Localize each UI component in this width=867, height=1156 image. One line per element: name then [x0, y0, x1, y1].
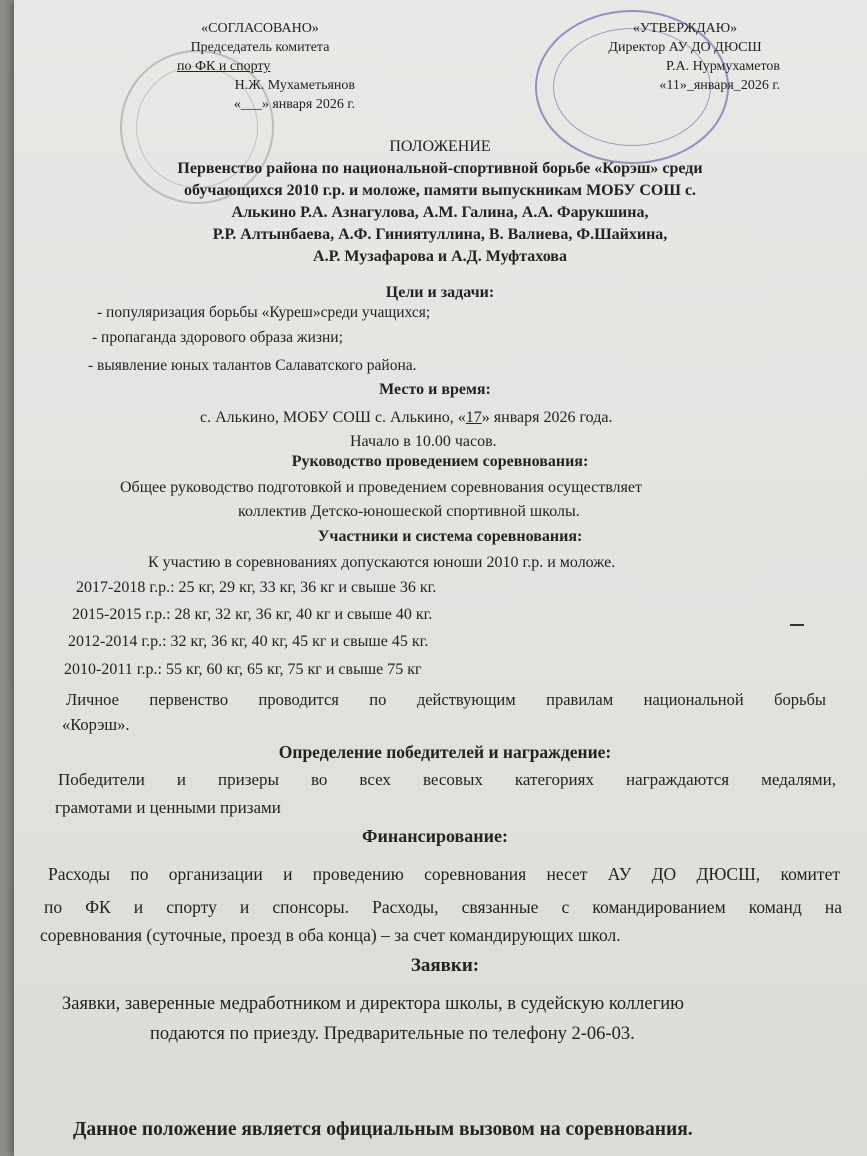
heading-line-2: обучающихся 2010 г.р. и моложе, памяти выпускникам МОБУ СОШ с.: [183, 182, 697, 199]
approval-left-line2: по ФК и спорту: [177, 59, 271, 74]
approval-left-line1: Председатель комитета: [190, 40, 330, 55]
weight-category-1: 2017-2018 г.р.: 25 кг, 29 кг, 33 кг, 36 кг и свыше 36 кг.: [76, 579, 437, 596]
section-title-goals: Цели и задачи:: [385, 284, 495, 301]
approval-right-title: «УТВЕРЖДАЮ»: [632, 21, 738, 36]
financing-line-3: соревнования (суточные, проезд в оба конца) – за счет командирующих школ.: [40, 925, 621, 945]
place-line-1: [200, 408, 612, 428]
place-line-2: Начало в 10.00 часов.: [350, 433, 497, 450]
heading-line-4: Р.Р. Алтынбаева, А.Ф. Гиниятуллина, В. Валиева, Ф.Шайхина,: [212, 226, 668, 243]
section-title-applications: Заявки:: [410, 955, 480, 976]
awards-line-1: Победители и призеры во всех весовых категориях награждаются медалями,: [58, 770, 836, 789]
heading-line-1: Первенство района по национальной-спортивной борьбе «Корэш» среди: [177, 160, 703, 177]
management-line-2: коллектив Детско-юношеской спортивной школы.: [238, 503, 580, 520]
heading-line-3: Алькино Р.А. Азнагулова, А.М. Галина, А.А. Фарукшина,: [231, 204, 649, 221]
goal-item-1: - популяризация борьбы «Куреш»среди учащихся;: [97, 304, 431, 321]
weight-category-4: 2010-2011 г.р.: 55 кг, 60 кг, 65 кг, 75 кг и свыше 75 кг: [64, 661, 422, 678]
rules-line-1: Личное первенство проводится по действующим правилам национальной борьбы: [66, 690, 826, 709]
official-call-notice: Данное положение является официальным вызовом на соревнования.: [73, 1119, 693, 1140]
place-line-1-start: с. Алькино, МОБУ СОШ с. Алькино, «: [200, 409, 466, 426]
rules-line-2: «Корэш».: [62, 715, 130, 734]
financing-line-2: по ФК и спорту и спонсоры. Расходы, связанные с командированием команд на: [44, 897, 842, 917]
approval-right-block: [590, 19, 780, 95]
goal-item-2: - пропаганда здорового образа жизни;: [92, 329, 343, 346]
awards-line-2: грамотами и ценными призами: [55, 798, 281, 817]
section-title-financing: Финансирование:: [362, 826, 508, 846]
goal-item-3: - выявление юных талантов Салаватского района.: [88, 357, 417, 374]
applications-line-2: подаются по приезду. Предварительные по телефону 2-06-03.: [150, 1024, 635, 1044]
management-line-1: Общее руководство подготовкой и проведением соревнования осуществляет: [120, 479, 642, 496]
weight-category-2: 2015-2015 г.р.: 28 кг, 32 кг, 36 кг, 40 кг и свыше 40 кг.: [72, 606, 433, 623]
section-title-management: Руководство проведением соревнования:: [291, 453, 589, 470]
approval-left-line4: «___» января 2026 г.: [233, 97, 355, 112]
financing-line-1: Расходы по организации и проведению соревнования несет АУ ДО ДЮСШ, комитет: [48, 864, 840, 884]
document-title: ПОЛОЖЕНИЕ: [389, 138, 491, 155]
weight-category-3: 2012-2014 г.р.: 32 кг, 36 кг, 40 кг, 45 кг и свыше 45 кг.: [68, 633, 429, 650]
heading-line-5: А.Р. Музафарова и А.Д. Муфтахова: [313, 248, 567, 265]
place-day: 17: [465, 409, 482, 426]
participants-intro: К участию в соревнованиях допускаются юноши 2010 г.р. и моложе.: [148, 554, 616, 571]
section-title-place: Место и время:: [379, 381, 491, 398]
place-line-1-end: » января 2026 года.: [481, 409, 613, 426]
section-title-participants: Участники и система соревнования:: [317, 528, 583, 545]
approval-right-line1: Директор АУ ДО ДЮСШ: [608, 40, 762, 55]
approval-left-line3: Н.Ж. Мухаметьянов: [234, 78, 355, 93]
document-heading: [140, 136, 740, 268]
approval-left-title: «СОГЛАСОВАНО»: [201, 21, 319, 36]
approval-right-line2: Р.А. Нурмухаметов: [665, 59, 780, 74]
pen-mark: [790, 624, 804, 626]
approval-right-line3: «11»_января_2026 г.: [659, 78, 780, 93]
approval-left-block: [165, 19, 355, 114]
applications-line-1: Заявки, заверенные медработником и директора школы, в судейскую коллегию: [62, 994, 684, 1014]
section-title-awards: Определение победителей и награждение:: [278, 742, 612, 762]
